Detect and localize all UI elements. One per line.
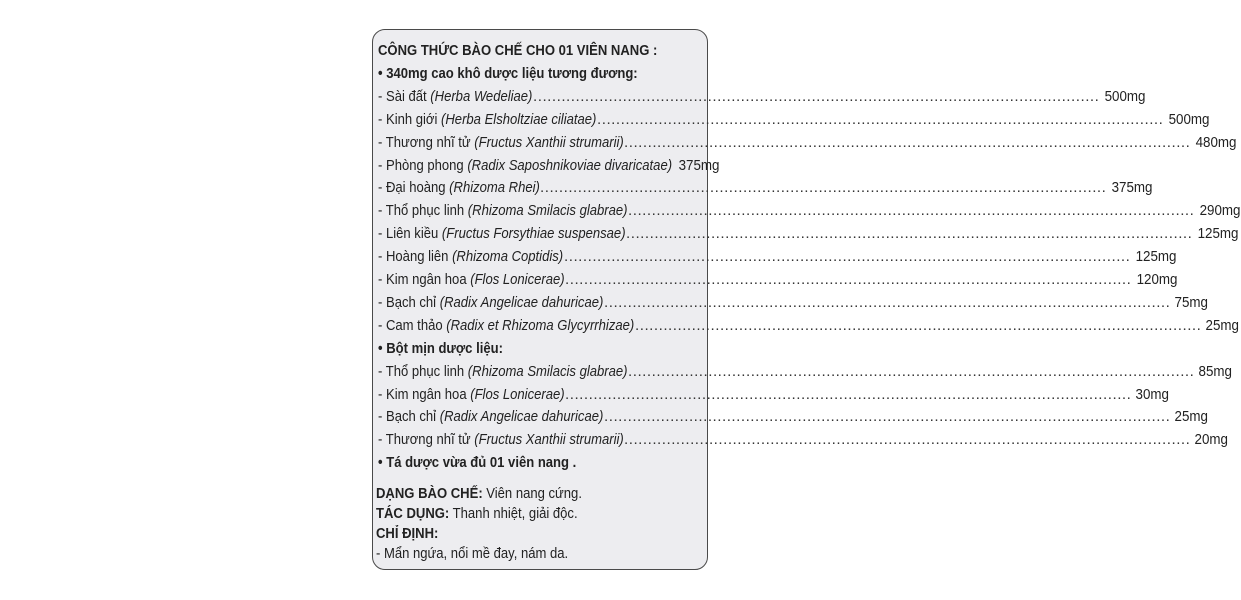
ingredient-latin-name: (Flos Lonicerae) [470, 271, 565, 288]
ingredient-name: Bạch chỉ [385, 408, 440, 426]
ingredient-name: Thương nhĩ tử [385, 431, 475, 449]
ingredient-latin-name: (Radix Angelicae dahuricae) [439, 408, 604, 426]
ingredient-amount: 30mg [1135, 385, 1170, 403]
ingredient-amount: 500mg [1104, 87, 1146, 105]
ingredient-name: Kim ngân hoa [385, 271, 471, 288]
ingredient-name: Kinh giới [385, 110, 442, 128]
dash-marker: - [378, 408, 386, 426]
ingredient-row [378, 177, 1153, 199]
ingredient-name: Cam thảo [385, 316, 447, 334]
dash-marker: - [378, 133, 386, 151]
bullet-marker: • [378, 339, 387, 357]
ingredient-row [378, 155, 720, 177]
ingredient-name: Liên kiều [385, 225, 442, 243]
ingredient-latin-name: (Rhizoma Smilacis glabrae) [467, 202, 628, 220]
ingredient-label [378, 315, 634, 337]
dash-marker: - [378, 362, 386, 380]
ingredient-latin-name: (Radix et Rhizoma Glycyrrhizae) [446, 316, 635, 334]
indication-item: Mẩn ngứa, nổi mề đay, nám da. [383, 545, 569, 563]
effect-value: Thanh nhiệt, giải độc. [449, 505, 578, 523]
dot-leader: ........................................................................................................................ [604, 293, 1171, 311]
ingredient-latin-name: (Rhizoma Coptidis) [452, 248, 564, 266]
excipient-line [378, 452, 576, 474]
dash-marker: - [378, 225, 386, 243]
dosage-form-label: DẠNG BÀO CHẾ: [376, 485, 483, 503]
ingredient-amount: 75mg [1174, 293, 1209, 311]
ingredient-label [378, 132, 624, 154]
ingredient-label-wrap [378, 109, 597, 131]
dot-leader: ........................................................................................................................ [597, 110, 1164, 128]
dot-leader: ........................................................................................................................ [628, 362, 1195, 380]
ingredient-row [378, 269, 1178, 291]
ingredient-latin-name: (Fructus Xanthii strumarii) [474, 133, 624, 151]
dash-marker: - [378, 431, 386, 449]
dot-leader: ........................................................................................................................ [635, 316, 1202, 334]
dash-marker: - [378, 179, 386, 197]
ingredient-label-wrap [378, 155, 673, 177]
dash-marker: - [376, 545, 384, 563]
dash-marker: - [378, 293, 386, 311]
ingredient-label-wrap [378, 269, 565, 291]
effect-label: TÁC DỤNG: [376, 505, 450, 523]
ingredient-row [378, 109, 1210, 131]
dash-marker: - [378, 202, 386, 220]
section-title-text: Bột mịn dược liệu: [386, 339, 503, 357]
ingredient-latin-name: (Fructus Xanthii strumarii) [474, 431, 624, 449]
ingredient-label [378, 246, 563, 268]
ingredient-label-wrap [378, 292, 604, 314]
powder-ingredient-label [378, 429, 624, 451]
ingredient-label [378, 292, 603, 314]
dot-leader: ........................................................................................................................ [626, 225, 1193, 243]
ingredient-name: Hoàng liên [385, 248, 453, 266]
ingredient-row [378, 246, 1177, 268]
ingredient-name: Bạch chỉ [385, 293, 440, 311]
formula-header [378, 40, 657, 62]
ingredient-label-wrap [378, 315, 635, 337]
ingredient-label [378, 269, 565, 291]
ingredient-name: Thổ phục linh [385, 362, 468, 380]
ingredient-amount: 25mg [1205, 316, 1240, 334]
ingredient-amount: 20mg [1194, 431, 1229, 449]
ingredient-amount: 120mg [1136, 271, 1178, 288]
powder-ingredient-row [378, 429, 1229, 451]
powder-ingredient-label [378, 361, 627, 383]
ingredient-row [378, 86, 1146, 108]
ingredient-latin-name: (Rhizoma Rhei) [449, 179, 540, 197]
ingredient-amount: 125mg [1197, 225, 1239, 243]
section-title [378, 63, 638, 85]
powder-ingredient-label-wrap [378, 384, 565, 406]
dot-leader: ........................................................................................................................ [628, 202, 1195, 220]
ingredient-panel [372, 29, 1241, 570]
effect-line [376, 503, 578, 525]
powder-ingredient-label-wrap [378, 361, 628, 383]
bullet-marker: • [378, 64, 387, 82]
dosage-form-line [376, 483, 582, 505]
powder-ingredient-label [378, 406, 603, 428]
dosage-form-value: Viên nang cứng. [482, 485, 582, 503]
ingredient-latin-name: (Herba Wedeliae) [430, 87, 533, 105]
ingredient-amount: 480mg [1195, 133, 1237, 151]
ingredient-row [378, 315, 1240, 337]
ingredient-label [378, 200, 627, 222]
dash-marker: - [378, 271, 386, 288]
ingredient-label [378, 86, 532, 108]
bullet-marker: • [378, 454, 387, 472]
ingredient-label-wrap [378, 86, 533, 108]
ingredient-amount: 375mg [678, 156, 720, 174]
ingredient-name: Đại hoàng [385, 179, 450, 197]
dash-marker: - [378, 316, 386, 334]
powder-ingredient-label [378, 384, 565, 406]
ingredient-row [378, 292, 1209, 314]
ingredient-amount: 290mg [1199, 202, 1241, 220]
ingredient-label-wrap [378, 132, 624, 154]
ingredient-row [378, 223, 1239, 245]
ingredient-latin-name: (Radix Angelicae dahuricae) [439, 293, 604, 311]
dot-leader: ........................................................................................................................ [624, 133, 1191, 151]
dot-leader: ........................................................................................................................ [565, 385, 1132, 403]
ingredient-amount: 375mg [1111, 179, 1153, 197]
section-title-text: 340mg cao khô dược liệu tương đương: [386, 64, 638, 82]
dot-leader: ........................................................................................................................ [604, 408, 1171, 426]
dash-marker: - [378, 87, 386, 105]
ingredient-name: Sài đất [385, 87, 431, 105]
dot-leader: ........................................................................................................................ [564, 248, 1131, 266]
ingredient-amount: 125mg [1135, 248, 1177, 266]
powder-ingredient-label-wrap [378, 429, 624, 451]
ingredient-latin-name: (Radix Saposhnikoviae divaricatae) [467, 156, 673, 174]
ingredient-name: Thổ phục linh [385, 202, 468, 220]
ingredient-name: Thương nhĩ tử [385, 133, 475, 151]
powder-ingredient-label-wrap [378, 406, 604, 428]
ingredient-label-wrap [378, 246, 564, 268]
powder-ingredient-row [378, 361, 1233, 383]
indication-item-line [376, 543, 568, 565]
powder-ingredient-row [378, 406, 1209, 428]
dot-leader: ........................................................................................................................ [565, 271, 1132, 288]
ingredient-latin-name: (Flos Lonicerae) [470, 385, 565, 403]
dash-marker: - [378, 110, 386, 128]
ingredient-label-wrap [378, 223, 626, 245]
ingredient-row [378, 200, 1241, 222]
ingredient-name: Kim ngân hoa [385, 385, 471, 403]
indication-line [376, 523, 438, 545]
dash-marker: - [378, 385, 386, 403]
ingredient-label [378, 155, 672, 177]
ingredient-label-wrap [378, 177, 540, 199]
excipient-text: Tá dược vừa đủ 01 viên nang . [386, 454, 577, 472]
ingredient-label [378, 223, 626, 245]
dot-leader: ........................................................................................................................ [624, 431, 1191, 449]
dash-marker: - [378, 248, 386, 266]
ingredient-latin-name: (Fructus Forsythiae suspensae) [441, 225, 626, 243]
ingredient-latin-name: (Rhizoma Smilacis glabrae) [467, 362, 628, 380]
ingredient-amount: 85mg [1198, 362, 1233, 380]
ingredient-label [378, 109, 596, 131]
ingredient-name: Phòng phong [385, 156, 468, 174]
ingredient-amount: 500mg [1168, 110, 1210, 128]
dot-leader: ........................................................................................................................ [540, 179, 1107, 197]
ingredient-amount: 25mg [1174, 408, 1209, 426]
indication-label: CHỈ ĐỊNH: [376, 525, 439, 543]
ingredient-label [378, 177, 540, 199]
dot-leader: ........................................................................................................................ [533, 87, 1100, 105]
formula-header-text: CÔNG THỨC BÀO CHẾ CHO 01 VIÊN NANG : [378, 42, 658, 59]
ingredient-latin-name: (Herba Elsholtziae ciliatae) [441, 110, 597, 128]
ingredient-row [378, 132, 1237, 154]
dash-marker: - [378, 156, 386, 174]
section-title [378, 338, 503, 360]
powder-ingredient-row [378, 384, 1170, 406]
ingredient-label-wrap [378, 200, 628, 222]
